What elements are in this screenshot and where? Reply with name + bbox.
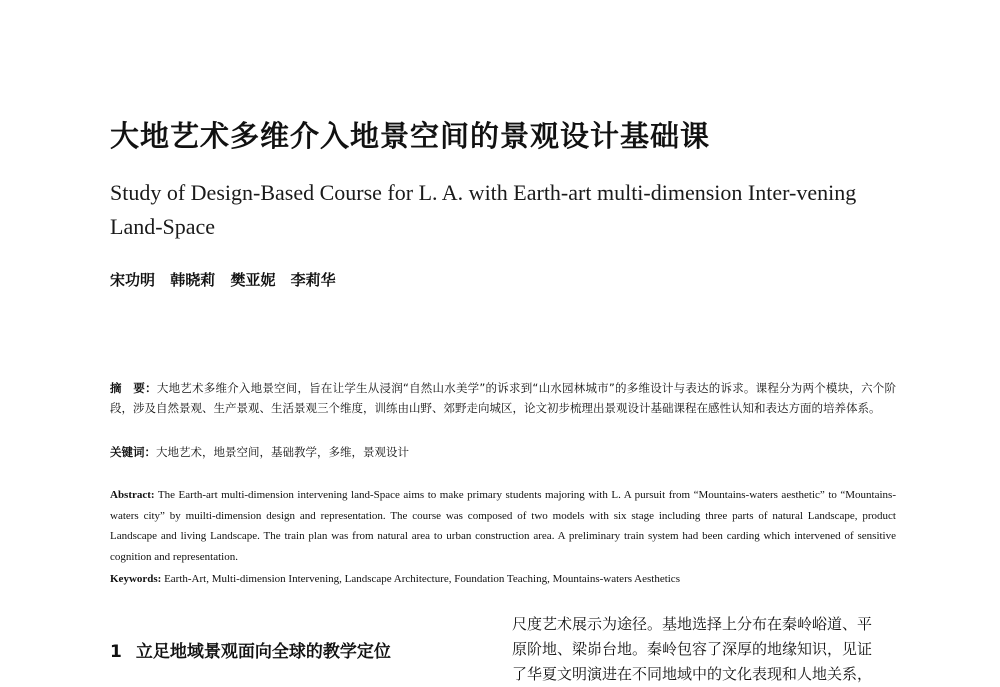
abstract-chinese-label: 摘 要： bbox=[110, 381, 157, 395]
right-column-body bbox=[512, 612, 902, 687]
abstract-chinese bbox=[110, 378, 896, 418]
keywords-english-label: Keywords: bbox=[110, 573, 162, 585]
keywords-chinese bbox=[110, 442, 896, 462]
abstract-english bbox=[110, 485, 896, 567]
keywords-chinese-label: 关键词： bbox=[110, 445, 156, 459]
keywords-chinese-text: 大地艺术，地景空间，基础教学，多维，景观设计 bbox=[156, 445, 409, 459]
abstract-english-text: The Earth-art multi-dimension intervening land-Space aims to make primary students majoring with L. A pursuit from “Mountains-waters aesthetic” to “Mountains-waters city” by muilti-dimension design and representation. The course was composed of two models with six stage including three parts of natural Landscape, product Landscape and living Landscape. The train plan was from natural area to urban construction area. A preliminary train system had been carding which intervened of sensitive cognition and representation. bbox=[110, 489, 896, 563]
paper-title-chinese: 大地艺术多维介入地景空间的景观设计基础课 bbox=[110, 119, 711, 153]
section-heading bbox=[110, 637, 391, 662]
abstract-english-label: Abstract: bbox=[110, 489, 155, 501]
body-line: 了华夏文明演进在不同地域中的文化表现和人地关系， bbox=[512, 665, 873, 683]
section-title: 立足地域景观面向全球的教学定位 bbox=[135, 642, 391, 662]
body-line: 尺度艺术展示为途径。基地选择上分布在秦岭峪道、平 bbox=[512, 615, 873, 633]
body-line: 原阶地、梁峁台地。秦岭包容了深厚的地缘知识，见证 bbox=[512, 640, 873, 658]
author-list: 宋功明 韩晓莉 樊亚妮 李莉华 bbox=[110, 271, 336, 289]
abstract-chinese-text: 大地艺术多维介入地景空间，旨在让学生从浸润“自然山水美学”的诉求到“山水园林城市”的多维设计与表达的诉求。课程分为两个模块，六个阶段，涉及自然景观、生产景观、生活景观三个维度，训练由山野、郊野走向城区，论文初步梳理出景观设计基础课程在感性认知和表达方面的培养体系。 bbox=[110, 381, 897, 415]
section-number: 1 bbox=[110, 642, 122, 662]
keywords-english bbox=[110, 569, 896, 589]
keywords-english-text: Earth-Art, Multi-dimension Intervening, Landscape Architecture, Foundation Teaching, Mountains-waters Aesthetics bbox=[161, 573, 680, 585]
paper-title-english: Study of Design-Based Course for L. A. with Earth-art multi-dimension Inter-vening Land-Space bbox=[110, 180, 857, 239]
